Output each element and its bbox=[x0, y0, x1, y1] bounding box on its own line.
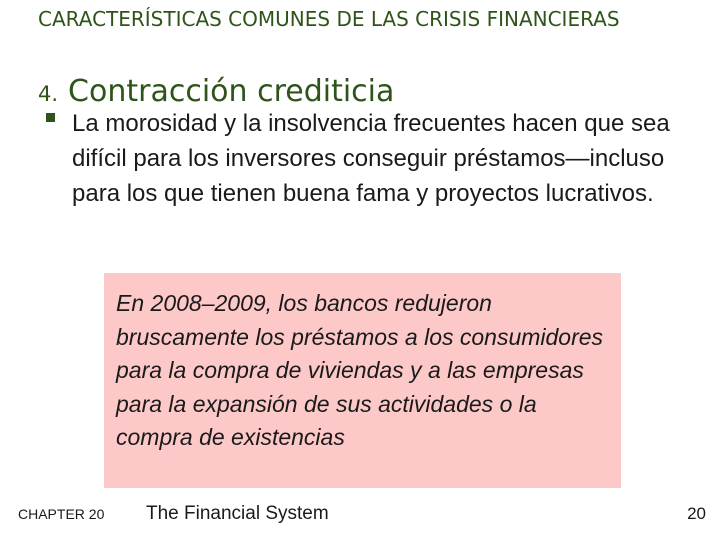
section-subheading bbox=[38, 74, 394, 109]
slide-title: CARACTERÍSTICAS COMUNES DE LAS CRISIS FINANCIERAS bbox=[38, 7, 620, 31]
page-number: 20 bbox=[687, 504, 706, 523]
footer-chapter-label: CHAPTER 20 bbox=[18, 506, 105, 522]
footer-book-title: The Financial System bbox=[146, 503, 329, 524]
section-number: 4. bbox=[38, 82, 59, 106]
square-bullet-icon bbox=[46, 113, 55, 122]
callout-text: En 2008–2009, los bancos redujeron bruscamente los préstamos a los consumidores para la compra de viviendas y a las empresas para la expansión de sus actividades o la compra de existencias bbox=[116, 290, 604, 450]
bullet-text: La morosidad y la insolvencia frecuentes hacen que sea difícil para los inversores conseguir préstamos—incluso para los que tienen buena fama y proyectos lucrativos. bbox=[72, 110, 670, 207]
example-callout-box bbox=[104, 273, 621, 488]
section-heading-text: Contracción crediticia bbox=[68, 74, 395, 109]
bullet-point bbox=[44, 106, 684, 211]
